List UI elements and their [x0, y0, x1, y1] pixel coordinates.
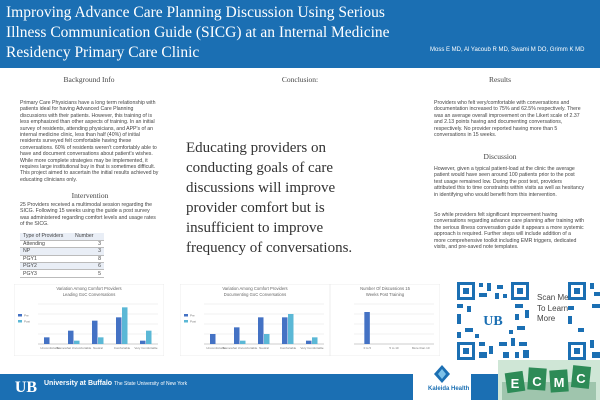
table-cell: 8 — [72, 255, 104, 262]
chart-title: Documenting GoC Conversations — [223, 292, 287, 297]
x-tick-label: 5 to 10 — [389, 346, 399, 350]
table-row — [20, 248, 104, 255]
background-heading: Background Info — [63, 75, 115, 84]
chart-bar — [98, 337, 104, 344]
chart-title: Variation Among Comfort Providers — [56, 286, 122, 291]
chart-bar — [122, 307, 128, 344]
chart-bar — [92, 321, 98, 344]
x-tick-label: More than 10 — [411, 346, 430, 350]
svg-text:UB: UB — [14, 379, 38, 396]
discussion-heading: Discussion — [483, 152, 517, 161]
university-subtitle: The State University of New York — [114, 381, 188, 387]
chart-bar — [364, 312, 370, 344]
table-row — [20, 263, 104, 270]
table-row — [20, 240, 104, 247]
table-cell: Attending — [20, 240, 72, 247]
ecmc-letter: E — [510, 376, 520, 391]
x-tick-label: Neutral — [259, 346, 269, 350]
x-tick-label: 0 to 5 — [363, 346, 372, 350]
chart-bar — [146, 331, 152, 344]
chart-bar — [306, 341, 312, 344]
table-row — [20, 270, 104, 277]
table-header: Type of Providers — [20, 233, 72, 240]
table-cell: PGY1 — [20, 255, 72, 262]
table-cell: PGY3 — [20, 270, 72, 277]
legend-swatch — [184, 314, 188, 317]
table-header: Number — [72, 233, 104, 240]
conclusion-heading: Conclusion: — [281, 75, 319, 84]
conclusion-text: Educating providers on conducting goals of care discussions will improve provider comfort but is insufficient to improve frequency of conversations. — [186, 140, 353, 256]
chart-bar — [68, 331, 74, 344]
x-tick-label: Comfortable — [279, 346, 297, 350]
ecmc-building-icon — [498, 360, 600, 400]
legend-label: Pre — [24, 313, 29, 318]
table-cell: PGY2 — [20, 263, 72, 270]
discussion-text-2: So while providers felt significant improvement having conversations regarding advance care planning after training with the serious illness conversation guide it appears a more systemic approach is required. Further steps will include addition of a more comprehensive toolkit including EMR triggers, dedicated visits, and pre-saved note templates. — [434, 212, 584, 251]
kaleida-logo-icon — [433, 364, 451, 384]
chart-title: Weeks Post Training — [365, 292, 405, 297]
chart-bar — [240, 341, 246, 344]
ecmc-letter: C — [576, 371, 586, 386]
chart-title: Leading GoC Conversations — [62, 292, 116, 297]
legend-label: Post — [190, 319, 197, 324]
table-cell: 3 — [72, 248, 104, 255]
background-text: Primary Care Physicians have a long term relationship with patients ideal for having Advanced Care Planning discussions with their patients. However, this training of is less emphasized than other aspects of training. In an initial survey of residents, attending physicians, and APP's of an internal medicine clinic, less than half (40%) of initial residents surveyed felt comfortable having these conversations. 60% of residents weren't comfortably able to have and document conversations about patient's wishes. While more complete strategies may be implemented, it requires large institutional buy in that is sometimes difficult. This project aimed to ascertain the initial results achieved by educating clinicians only. — [20, 100, 159, 183]
x-tick-label: Neutral — [93, 346, 103, 350]
chart-bar — [258, 317, 264, 344]
ecmc-letter: M — [553, 375, 565, 390]
intervention-heading: Intervention — [71, 191, 109, 200]
chart-bar — [288, 314, 294, 344]
chart-bar — [210, 334, 216, 344]
authors: Moss E MD, Al Yacoub R MD, Swami M DO, Grimm K MD — [430, 47, 585, 53]
chart-bar — [74, 341, 80, 344]
legend-swatch — [184, 320, 188, 323]
intervention-text: 25 Providers received a multimodal session regarding the SICG. Following 15 weeks using the guide a post survey was administered regarding comfort levels and usage rates of the SICG. — [20, 202, 156, 228]
table-cell: 5 — [72, 270, 104, 277]
providers-table — [20, 233, 104, 278]
table-header-row — [20, 233, 104, 240]
legend-label: Pre — [190, 313, 195, 318]
chart-bar — [116, 317, 122, 344]
legend-swatch — [18, 320, 22, 323]
comfort-documenting-chart — [180, 284, 330, 356]
comfort-leading-chart — [14, 284, 164, 356]
chart-bar — [282, 317, 288, 344]
chart-title: Number Of Discussions 15 — [360, 286, 410, 291]
chart-title: Variation Among Comfort Providers — [222, 286, 288, 291]
university-name — [44, 380, 187, 387]
chart-bar — [312, 337, 318, 344]
results-text: Providers who felt very/comfortable with conversations and documentation increased to 75% and 62.5% respectively. There was an average overall improvement on the Likert scale of 2.37 and 2.13 points having and documenting conversations, respectively. No provider reported having more than 5 conversations in 15 weeks. — [434, 100, 581, 139]
x-tick-label: Very Comfortable — [134, 346, 158, 350]
table-cell: 3 — [72, 240, 104, 247]
university-title: University at Buffalo — [44, 380, 113, 387]
discussion-text-1: However, given a typical patient-load at the clinic the average patient would have seen around 100 patients prior to the post test usage remained low. During the post test, providers attributed this to time constraints within visits as well as hesitancy in identifying who would benefit from this intervention. — [434, 166, 584, 198]
x-tick-label: Somewhat Uncomfortable — [222, 346, 258, 350]
x-tick-label: Comfortable — [113, 346, 131, 350]
x-tick-label: Uncomfortable — [40, 346, 60, 350]
ecmc-letter: C — [532, 374, 542, 389]
legend-label: Post — [24, 319, 31, 324]
chart-bar — [140, 341, 146, 344]
header-banner — [0, 0, 600, 68]
qr-caption: Scan Me To Learn More — [537, 293, 569, 323]
ub-logo-icon — [12, 377, 40, 397]
chart-bar — [234, 327, 240, 344]
x-tick-label: Uncomfortable — [206, 346, 226, 350]
table-row — [20, 255, 104, 262]
legend-swatch — [18, 314, 22, 317]
chart-bar — [264, 334, 270, 344]
chart-bar — [44, 337, 50, 344]
x-tick-label: Very Comfortable — [300, 346, 324, 350]
x-tick-label: Somewhat Uncomfortable — [56, 346, 92, 350]
kaleida-name: Kaleida Health — [428, 386, 470, 392]
svg-text:UB: UB — [483, 314, 503, 329]
table-cell: 6 — [72, 263, 104, 270]
results-heading: Results — [488, 75, 512, 84]
discussions-count-chart — [330, 284, 440, 356]
poster-title: Improving Advance Care Planning Discussion Using Serious Illness Communication Guide (SICG) at an Internal Medicine Residency Primary Care Clinic — [6, 4, 390, 61]
qr-code-icon[interactable] — [455, 280, 531, 362]
table-cell: NP — [20, 248, 72, 255]
